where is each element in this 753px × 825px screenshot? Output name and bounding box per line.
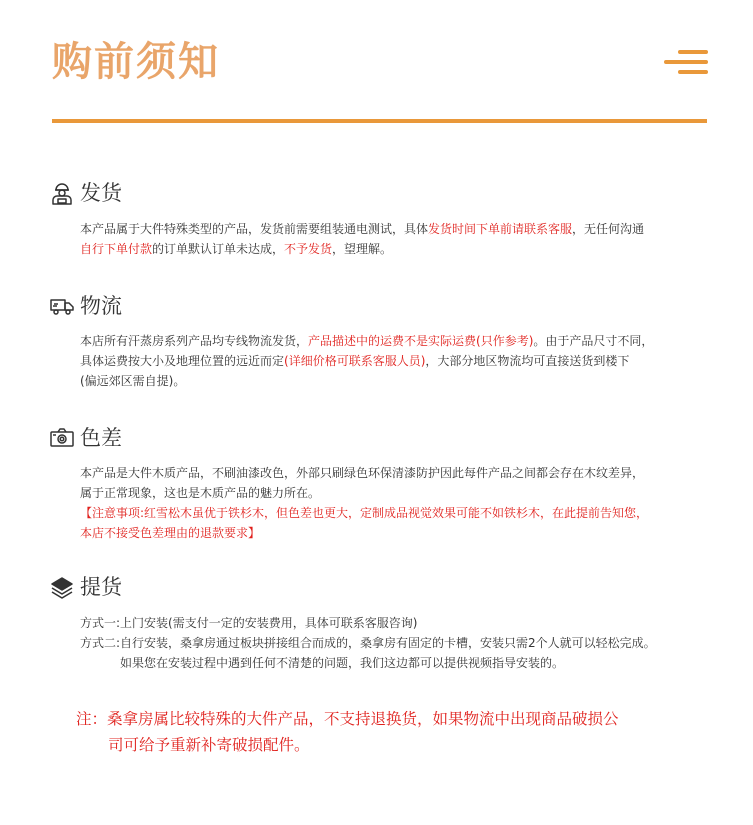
section-logistics-text: 本店所有汗蒸房系列产品均专线物流发货，产品描述中的运费不是实际运费(只作参考)。由于产品尺寸不同， 具体运费按大小及地理位置的远近而定(详细价格可联系客服人员)，大部分地区物流均可直接送货到楼下 (偏远郊区需自提)。	[80, 334, 654, 388]
return-policy-notice: 注：桑拿房属比较特殊的大件产品，不支持退换货，如果物流中出现商品破损公 司可给予重新补寄破损配件。	[76, 710, 619, 754]
section-title: 发货	[80, 181, 122, 205]
section-title: 物流	[80, 294, 122, 318]
section-shipping-text: 本产品属于大件特殊类型的产品，发货前需要组装通电测试，具体发货时间下单前请联系客服，无任何沟通 自行下单付款的订单默认订单未达成，不予发货，望理解。	[80, 222, 645, 256]
section-title: 提货	[80, 575, 122, 599]
page-title: 购前须知	[52, 39, 220, 85]
delivery-person-icon	[50, 181, 74, 205]
camera-icon	[50, 426, 74, 450]
header-divider	[52, 119, 707, 123]
section-pickup-header	[50, 572, 122, 602]
section-shipping-header	[50, 178, 122, 208]
truck-icon	[50, 294, 74, 318]
section-title: 色差	[80, 426, 122, 450]
section-color-text: 本产品是大件木质产品，不刷油漆改色，外部只刷绿色环保清漆防护因此每件产品之间都会存在木纹差异， 属于正常现象，这也是木质产品的魅力所在。 【注意事项:红雪松木虽优于铁杉木，但色差也更大，定制成品视觉效果可能不如铁杉木，在此提前告知您， 本店不接受色差理由的退款要求】	[80, 466, 649, 540]
section-color-header	[50, 423, 122, 453]
section-logistics-header	[50, 291, 122, 321]
section-pickup-text: 方式一:上门安装(需支付一定的安装费用，具体可联系客服咨询) 方式二:自行安装，桑拿房通过板块拼接组合而成的，桑拿房有固定的卡槽，安装只需2个人就可以轻松完成。 如果您在安装过程中遇到任何不清楚的问题，我们这边都可以提供视频指导安装的。	[80, 616, 656, 670]
menu-icon[interactable]	[664, 50, 708, 78]
layers-icon	[50, 575, 74, 599]
